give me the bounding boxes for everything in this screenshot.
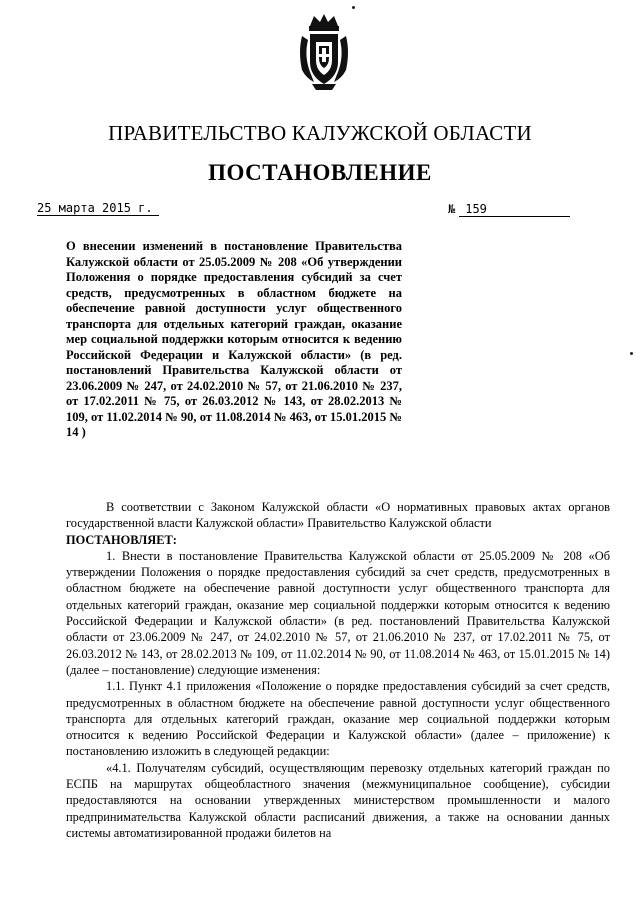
government-title: ПРАВИТЕЛЬСТВО КАЛУЖСКОЙ ОБЛАСТИ <box>108 121 532 145</box>
item-1-paragraph: 1. Внести в постановление Правительства Калужской области от 25.05.2009 № 208 «Об утверждении Положения о порядке предоставления субсидий за счет средств, предусмотренных в областном бюджете на обеспечение равной доступности услуг общественного транспорта для отдельных категорий граждан, оказание мер социальной поддержки которым относится к ведению Российской Федерации и Калужской области» (в ред. постановлений Правительства Калужской области от 23.06.2009 № 247, от 24.02.2010 № 57, от 21.06.2010 № 237, от 17.02.2011 № 75, от 26.03.2012 № 143, от 28.02.2013 № 109, от 11.02.2014 № 90, от 11.08.2014 № 463, от 15.01.2015 № 14) (далее – постановление) следующие изменения: <box>66 548 610 677</box>
scan-mark <box>630 352 633 355</box>
number-label: № <box>448 202 456 216</box>
document-body <box>66 499 610 841</box>
document-subject: О внесении изменений в постановление Правительства Калужской области от 25.05.2009 № 208 «Об утверждении Положения о порядке предоставления субсидий за счет средств, предусмотренных в областном бюджете на обеспечение равной доступности услуг общественного транспорта для отдельных категорий граждан, оказание мер социальной поддержки которым относится к ведению Российской Федерации и Калужской области» (в ред. постановлений Правительства Калужской области от 23.06.2009 № 247, от 24.02.2010 № 57, от 21.06.2010 № 237, от 17.02.2011 № 75, от 26.03.2012 № 143, от 28.02.2013 № 109, от 11.02.2014 № 90, от 11.08.2014 № 463, от 15.01.2015 № 14 ) <box>66 239 402 439</box>
scan-mark <box>352 6 355 9</box>
coat-of-arms-emblem <box>296 12 352 92</box>
document-number: 159 <box>459 202 570 217</box>
document-type-heading: ПОСТАНОВЛЕНИЕ <box>208 160 432 185</box>
document-number-field <box>448 202 600 217</box>
resolves-heading: ПОСТАНОВЛЯЕТ: <box>66 532 177 547</box>
item-4-1-paragraph: «4.1. Получателям субсидий, осуществляющим перевозку отдельных категорий граждан по ЕСПБ на маршрутах общеобластного значения (межмуниципальное сообщение), субсидии предоставляются на основании утвержденных министерством промышленности и малого предпринимательства Калужской области расписаний движения, а также на основании данных системы автоматизированной продажи билетов на <box>66 760 610 840</box>
document-date: 25 марта 2015 г. <box>37 201 159 216</box>
preamble-paragraph: В соответствии с Законом Калужской области «О нормативных правовых актах органов государственной власти Калужской области» Правительство Калужской области <box>66 500 610 531</box>
item-1-1-paragraph: 1.1. Пункт 4.1 приложения «Положение о порядке предоставления субсидий за счет средств, предусмотренных в областном бюджете на обеспечение равной доступности услуг общественного транспорта для отдельных категорий граждан, оказание мер социальной поддержки которым относится к ведению Российской Федерации и Калужской области» (далее – приложение) к постановлению изложить в следующей редакции: <box>66 679 610 759</box>
